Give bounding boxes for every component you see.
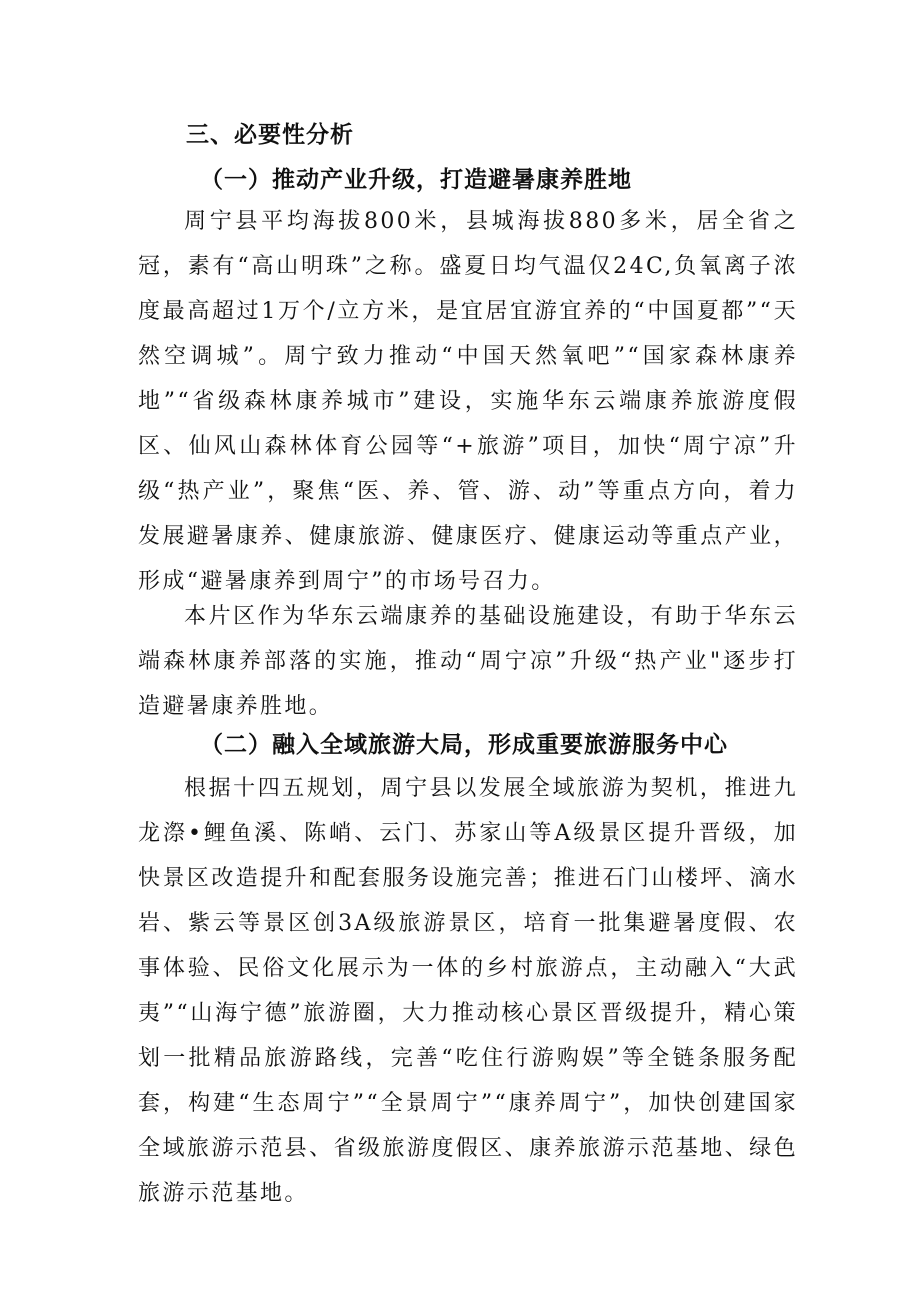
subsection-heading-2: （二）融入全域旅游大局，形成重要旅游服务中心 (200, 731, 728, 758)
subsection-heading-1: （一）推动产业升级，打造避暑康养胜地 (200, 166, 632, 193)
paragraph-2: 本片区作为华东云端康养的基础设施建设，有助于华东云端森林康养部落的实施，推动“周宁凉”升级“热产业"逐步打造避暑康养胜地。 (138, 604, 798, 719)
paragraph-1: 周宁县平均海拔800米，县城海拔880多米，居全省之冠，素有“高山明珠”之称。盛夏日均气温仅24C,负氧离子浓度最高超过1万个/立方米，是宜居宜游宜养的“中国夏都”“天然空调城”。周宁致力推动“中国天然氧吧”“国家森林康养地”“省级森林康养城市”建设，实施华东云端康养旅游度假区、仙风山森林体育公园等“+旅游”项目，加快“周宁凉”升级“热产业”，聚焦“医、养、管、游、动”等重点方向，着力发展避暑康养、健康旅游、健康医疗、健康运动等重点产业，形成“避暑康养到周宁”的市场号召力。 (138, 209, 798, 594)
section-title: 三、必要性分析 (186, 121, 354, 148)
paragraph-3: 根据十四五规划，周宁县以发展全域旅游为契机，推进九龙漈•鲤鱼溪、陈峭、云门、苏家山等A级景区提升晋级，加快景区改造提升和配套服务设施完善；推进石门山楼坪、滴水岩、紫云等景区创3A级旅游景区，培育一批集避暑度假、农事体验、民俗文化展示为一体的乡村旅游点，主动融入“大武夷”“山海宁德”旅游圈，大力推动核心景区晋级提升，精心策划一批精品旅游路线，完善“吃住行游购娱”等全链条服务配套，构建“生态周宁”“全景周宁”“康养周宁”，加快创建国家全域旅游示范县、省级旅游度假区、康养旅游示范基地、绿色旅游示范基地。 (138, 776, 798, 1206)
